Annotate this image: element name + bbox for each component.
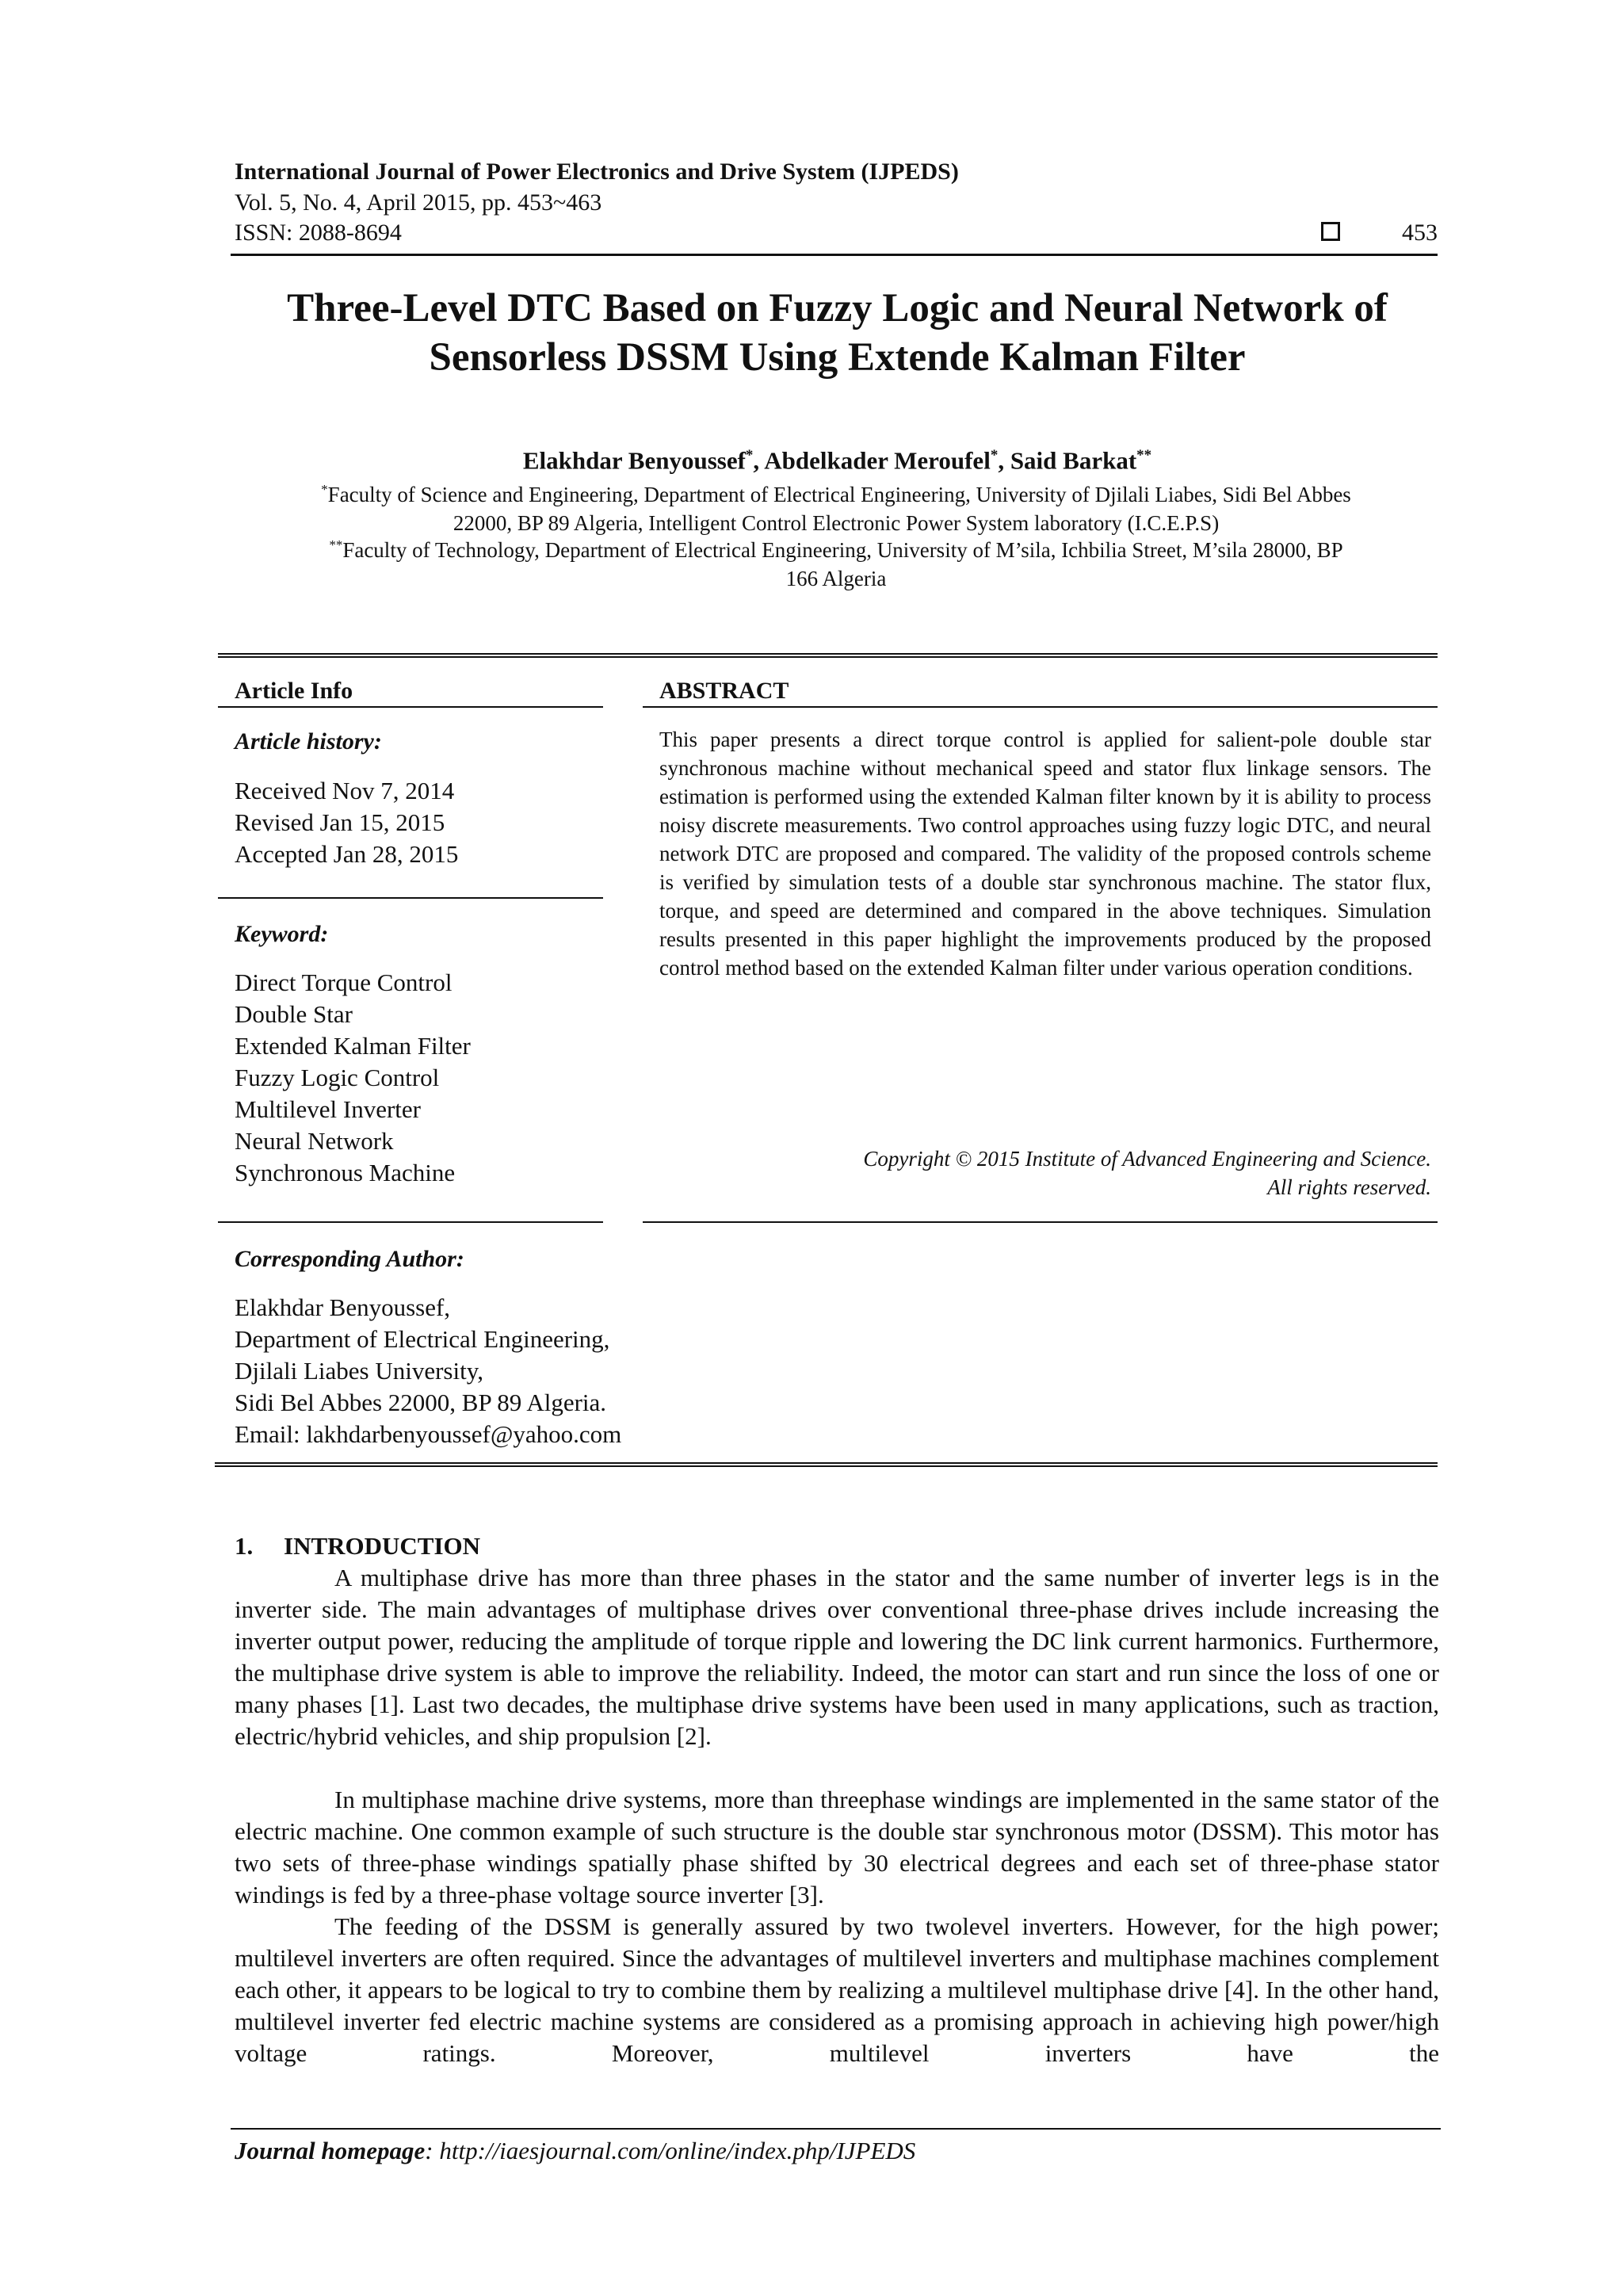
keyword-item: Multilevel Inverter: [235, 1095, 421, 1123]
homepage-label: Journal homepage: [235, 2137, 426, 2164]
author-sep: ,: [753, 446, 765, 475]
info-bottom-rule: [215, 1462, 1438, 1467]
corresponding-author-heading: Corresponding Author:: [235, 1246, 464, 1272]
abstract-heading: ABSTRACT: [659, 678, 789, 704]
affiliation-1: [235, 476, 1438, 537]
copyright-line-2: All rights reserved.: [1267, 1175, 1431, 1199]
corresponding-university: Djilali Liabes University,: [235, 1357, 483, 1385]
footer-rule: [231, 2128, 1441, 2130]
journal-issn: ISSN: 2088-8694: [235, 220, 402, 246]
journal-homepage: [235, 2135, 915, 2167]
history-revised: Revised Jan 15, 2015: [235, 808, 445, 836]
article-history-heading: Article history:: [235, 728, 382, 755]
page-number: 453: [1402, 220, 1438, 246]
affiliation-2-line-1: Faculty of Technology, Department of Electrical Engineering, University of M’sila, Ichbilia Street, M’sila 28000, BP: [342, 538, 1343, 562]
affiliation-2: [235, 531, 1438, 593]
affiliation-2-line-2: 166 Algeria: [785, 567, 887, 590]
title-line-2: Sensorless DSSM Using Extende Kalman Filter: [429, 335, 1246, 380]
corresponding-email: Email: lakhdarbenyoussef@yahoo.com: [235, 1420, 622, 1448]
keyword-item: Extended Kalman Filter: [235, 1032, 471, 1060]
keyword-item: Direct Torque Control: [235, 968, 453, 996]
author-sep: ,: [998, 446, 1010, 475]
header-rule: [231, 254, 1438, 256]
title-line-1: Three-Level DTC Based on Fuzzy Logic and Neural Network of: [287, 286, 1388, 330]
affiliation-1-mark: *: [321, 482, 328, 497]
keyword-rule: [218, 1221, 603, 1223]
keyword-item: Fuzzy Logic Control: [235, 1064, 440, 1091]
history-rule: [218, 897, 603, 899]
intro-paragraph-3: [235, 1911, 1439, 2069]
keyword-heading: Keyword:: [235, 921, 329, 947]
article-info-heading: Article Info: [235, 678, 353, 704]
keyword-item: Double Star: [235, 1000, 353, 1028]
author-1: Elakhdar Benyoussef: [522, 446, 746, 475]
intro-paragraph-2: [235, 1784, 1439, 1911]
paragraph-text: The feeding of the DSSM is generally assured by two twolevel inverters. However, for the high power; multilevel inverters are often required. Since the advantages of multilevel inverters and multiphase machines complement each other, it appears to be logical to try to combine them by realizing a multilevel multiphase drive [4]. In the other hand, multilevel inverter fed electric machine systems are considered as a promising approach in achieving high power/high voltage ratings. Moreover, multilevel inverters have the: [235, 1912, 1439, 2067]
affiliation-2-mark: **: [329, 537, 343, 552]
affiliation-1-line-2: 22000, BP 89 Algeria, Intelligent Control Electronic Power System laboratory (I.C.E.P.S): [453, 511, 1220, 535]
intro-paragraph-1: [235, 1562, 1439, 1752]
history-received: Received Nov 7, 2014: [235, 777, 455, 804]
author-2: Abdelkader Meroufel: [764, 446, 991, 475]
homepage-sep: :: [425, 2137, 440, 2164]
history-accepted: Accepted Jan 28, 2015: [235, 840, 459, 868]
section-title: INTRODUCTION: [284, 1532, 481, 1560]
keyword-list: [235, 967, 647, 1189]
paragraph-text: In multiphase machine drive systems, more than threephase windings are implemented in the same stator of the electric machine. One common example of such structure is the double star synchronous motor (DSSM). This motor has two sets of three-phase windings spatially phase shifted by 30 electrical degrees and each set of three-phase stator windings is fed by a three-phase voltage source inverter [3].: [235, 1786, 1439, 1908]
square-icon: [1321, 222, 1340, 241]
copyright-line-1: Copyright © 2015 Institute of Advanced Engineering and Science.: [863, 1147, 1431, 1171]
corresponding-author-details: [235, 1292, 647, 1450]
homepage-url[interactable]: http://iaesjournal.com/online/index.php/IJPEDS: [439, 2137, 916, 2164]
author-2-mark: *: [990, 447, 999, 464]
abstract-bottom-rule: [643, 1221, 1438, 1223]
author-1-mark: *: [745, 447, 754, 464]
keyword-item: Synchronous Machine: [235, 1159, 456, 1186]
copyright-notice: [718, 1144, 1431, 1201]
corresponding-department: Department of Electrical Engineering,: [235, 1325, 610, 1353]
article-info-rule: [218, 706, 603, 708]
section-heading-introduction: [235, 1531, 480, 1561]
section-number: 1.: [235, 1532, 254, 1560]
abstract-rule: [643, 706, 1438, 708]
journal-name: International Journal of Power Electronics and Drive System (IJPEDS): [235, 159, 959, 185]
article-history-list: [235, 775, 647, 870]
corresponding-address: Sidi Bel Abbes 22000, BP 89 Algeria.: [235, 1389, 607, 1416]
affiliation-1-line-1: Faculty of Science and Engineering, Department of Electrical Engineering, University of Djilali Liabes, Sidi Bel Abbes: [327, 483, 1351, 506]
abstract-text: This paper presents a direct torque control is applied for salient-pole double star synchronous machine without mechanical speed and stator flux linkage sensors. The estimation is performed using the extended Kalman filter known by it is ability to process noisy discrete measurements. Two control approaches using fuzzy logic DTC, and neural network DTC are proposed and compared. The validity of the proposed controls scheme is verified by simulation tests of a double star synchronous machine. The stator flux, torque, and speed are determined and compared in the above techniques. Simulation results presented in this paper highlight the improvements produced by the proposed control method based on the extended Kalman filter under various operation conditions.: [659, 728, 1431, 980]
author-3: Said Barkat: [1010, 446, 1137, 475]
keyword-item: Neural Network: [235, 1127, 394, 1155]
author-list: [198, 440, 1476, 476]
paragraph-text: A multiphase drive has more than three phases in the stator and the same number of inverter legs is in the inverter side. The main advantages of multiphase drives over conventional three-phase drives include increasing the inverter output power, reducing the amplitude of torque ripple and lowering the DC link current harmonics. Furthermore, the multiphase drive system is able to improve the reliability. Indeed, the motor can start and run since the loss of one or many phases [1]. Last two decades, the multiphase drive systems have been used in many applications, such as traction, electric/hybrid vehicles, and ship propulsion [2].: [235, 1564, 1439, 1750]
paper-title: [198, 284, 1476, 382]
info-top-rule: [218, 653, 1438, 658]
author-3-mark: **: [1136, 447, 1152, 464]
corresponding-name: Elakhdar Benyoussef,: [235, 1293, 451, 1321]
journal-volume: Vol. 5, No. 4, April 2015, pp. 453~463: [235, 189, 602, 216]
